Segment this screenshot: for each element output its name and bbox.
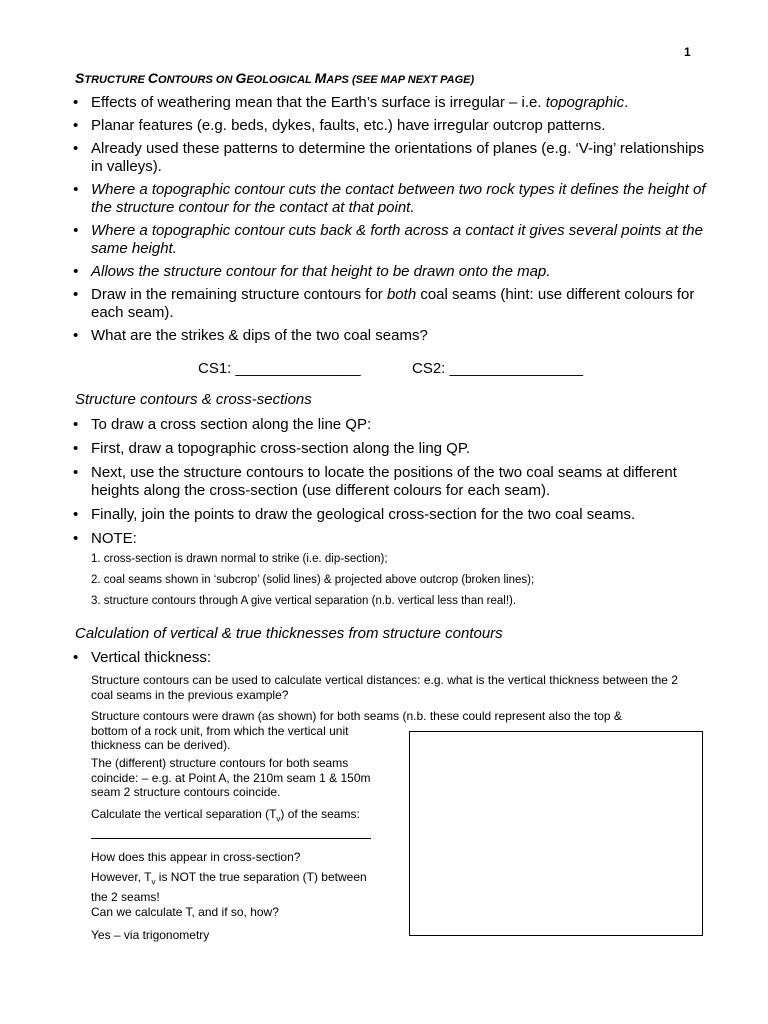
answer-blank-line bbox=[91, 838, 371, 839]
list-item: • Draw in the remaining structure contours for both coal seams (hint: use different colours for each seam). bbox=[72, 286, 712, 322]
list-item: • Where a topographic contour cuts back & forth across a contact it gives several points at the same height. bbox=[72, 222, 712, 258]
list-item: • First, draw a topographic cross-section along the ling QP. bbox=[72, 440, 712, 458]
list-item: • Where a topographic contour cuts the contact between two rock types it defines the height of the structure contour for the contact at that point. bbox=[72, 181, 712, 217]
list-item: • Allows the structure contour for that height to be drawn onto the map. bbox=[72, 263, 712, 281]
cross-section-bullet-list bbox=[72, 416, 712, 548]
list-item: • Planar features (e.g. beds, dykes, faults, etc.) have irregular outcrop patterns. bbox=[72, 117, 712, 135]
paragraph-coincide: The (different) structure contours for both seams coincide: – e.g. at Point A, the 210m seam 1 & 150m seam 2 structure contours coincide. bbox=[91, 756, 371, 799]
answer-trigonometry: Yes – via trigonometry bbox=[91, 928, 210, 942]
note-item: 3. structure contours through A give vertical separation (n.b. vertical less than real!). bbox=[91, 595, 517, 607]
page-number: 1 bbox=[684, 45, 691, 59]
list-item: • Next, use the structure contours to locate the positions of the two coal seams at different heights along the cross-section (use different colours for each seam). bbox=[72, 464, 712, 500]
list-item: • To draw a cross section along the line QP: bbox=[72, 416, 712, 434]
list-item: • Already used these patterns to determine the orientations of planes (e.g. ‘V-ing’ relationships in valleys). bbox=[72, 140, 712, 176]
note-item: 2. coal seams shown in ‘subcrop’ (solid lines) & projected above outcrop (broken lines); bbox=[91, 574, 535, 586]
list-item: • NOTE: bbox=[72, 530, 712, 548]
intro-bullet-list bbox=[72, 94, 712, 345]
note-item: 1. cross-section is drawn normal to strike (i.e. dip-section); bbox=[91, 553, 388, 565]
calc-vertical-separation: Calculate the vertical separation $(T_v)$ of the seams: bbox=[91, 807, 360, 824]
section-heading-cross-sections: Structure contours & cross-sections bbox=[75, 391, 312, 408]
section-heading-thickness: Calculation of vertical & true thicknesses from structure contours bbox=[75, 625, 503, 642]
list-item: • Effects of weathering mean that the Earth’s surface is irregular – i.e. topographic. bbox=[72, 94, 712, 112]
cs1-answer-blank: CS1: _______________ bbox=[198, 360, 361, 377]
page-title: STRUCTURE CONTOURS ON GEOLOGICAL MAPS (SEE MAP NEXT PAGE) bbox=[75, 70, 475, 86]
question-cross-section: How does this appear in cross-section? bbox=[91, 850, 301, 864]
list-item: • Finally, join the points to draw the geological cross-section for the two coal seams. bbox=[72, 506, 712, 524]
paragraph-however: However, $T_v$ is NOT the true separation (T) between the 2 seams! bbox=[91, 870, 367, 904]
list-item: • What are the strikes & dips of the two coal seams? bbox=[72, 327, 712, 345]
list-item: • Vertical thickness: bbox=[72, 649, 712, 667]
cs2-answer-blank: CS2: ________________ bbox=[412, 360, 583, 377]
paragraph-intro: Structure contours can be used to calculate vertical distances: e.g. what is the vertical thickness between the 2 coal seams in the previous example? bbox=[91, 673, 678, 702]
diagram-placeholder-box bbox=[409, 731, 703, 936]
note-list bbox=[91, 553, 534, 616]
paragraph-contours-drawn: Structure contours were drawn (as shown) for both seams (n.b. these could represent also the top & bottom of a rock unit, from which the vertical unit thickness can be derived). bbox=[91, 709, 622, 752]
thickness-bullet-list bbox=[72, 649, 712, 667]
question-calculate-t: Can we calculate T, and if so, how? bbox=[91, 905, 279, 919]
